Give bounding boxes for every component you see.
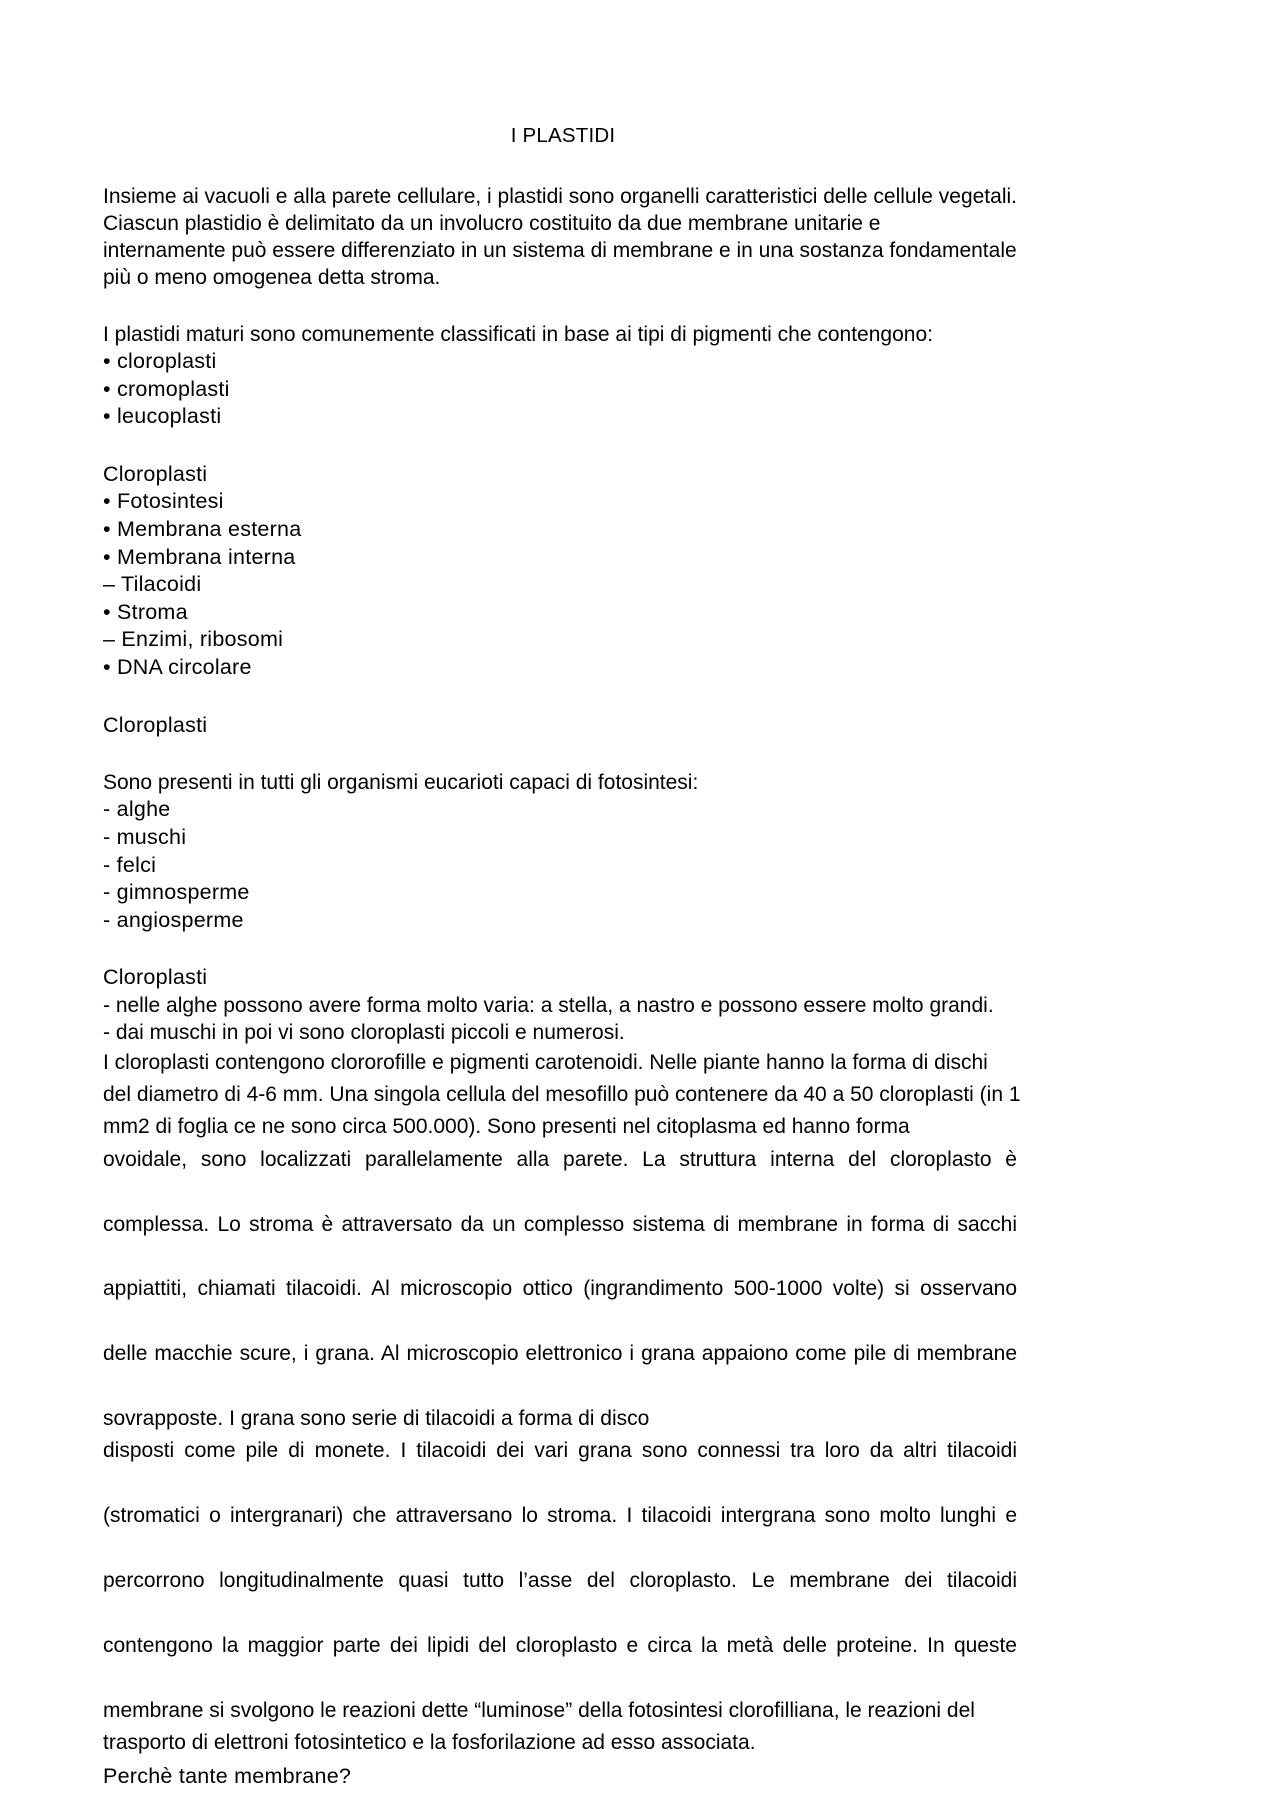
- section-cloroplasti-2: [103, 769, 1017, 934]
- list-item: – Enzimi, ribosomi: [103, 627, 284, 652]
- justified-line: percorrono longitudinalmente quasi tutto l’asse del cloroplasto. Le membrane dei tilacoidi: [103, 1569, 1017, 1593]
- closing-question: Perchè tante membrane?: [103, 1763, 352, 1788]
- section-heading: Cloroplasti: [103, 965, 208, 990]
- document-content: [103, 124, 1021, 1792]
- justified-line: (stromatici o intergranari) che attraversano lo stroma. I tilacoidi intergrana sono molto lunghi e: [103, 1504, 1017, 1528]
- justified-paragraph-2: [103, 1435, 1017, 1791]
- classification-block: [103, 321, 1017, 431]
- spacer-after-section-2-heading: [103, 739, 1017, 769]
- list-item: - muschi: [103, 825, 187, 849]
- justified-line: ovoidale, sono localizzati parallelamente alla parete. La struttura interna del cloroplasto è: [103, 1147, 1017, 1171]
- list-item: - gimnosperme: [103, 880, 250, 905]
- intro-line-1: Insieme ai vacuoli e alla parete cellulare, i plastidi sono organelli caratteristici delle cellule vegetali.: [103, 184, 1017, 208]
- body-line: mm2 di foglia ce ne sono circa 500.000). Sono presenti nel citoplasma ed hanno forma: [103, 1115, 910, 1139]
- justified-line: appiattiti, chiamati tilacoidi. Al microscopio ottico (ingrandimento 500-1000 volte) si osservano: [103, 1277, 1017, 1301]
- list-item: - nelle alghe possono avere forma molto varia: a stella, a nastro e possono essere molto grandi.: [103, 993, 994, 1017]
- section-cloroplasti-2-heading: [103, 712, 1017, 740]
- justified-line: delle macchie scure, i grana. Al microscopio elettronico i grana appaiono come pile di membrane: [103, 1342, 1017, 1366]
- list-item: • Membrana interna: [103, 544, 296, 569]
- intro-paragraph: [103, 183, 1017, 292]
- justified-paragraph-1: [103, 1144, 1017, 1436]
- list-item: • Membrana esterna: [103, 516, 302, 541]
- list-item: • cromoplasti: [103, 376, 230, 401]
- list-item: • DNA circolare: [103, 654, 252, 679]
- section-lead: Sono presenti in tutti gli organismi eucarioti capaci di fotosintesi:: [103, 771, 699, 795]
- list-item: - alghe: [103, 797, 171, 822]
- list-item: • Fotosintesi: [103, 489, 224, 514]
- list-item: – Tilacoidi: [103, 572, 202, 597]
- intro-line-4: più o meno omogenea detta stroma.: [103, 266, 441, 290]
- page-title: I PLASTIDI: [510, 124, 616, 147]
- section-heading: Cloroplasti: [103, 461, 208, 486]
- body-line: del diametro di 4-6 mm. Una singola cellula del mesofillo può contenere da 40 a 50 cloroplasti (in 1: [103, 1082, 1021, 1106]
- section-cloroplasti-1: [103, 461, 1017, 682]
- list-item: - angiosperme: [103, 907, 244, 932]
- section-heading: Cloroplasti: [103, 712, 208, 737]
- justified-line-last: sovrapposte. I grana sono serie di tilacoidi a forma di disco: [103, 1407, 650, 1431]
- justified-line: trasporto di elettroni fotosintetico e la fosforilazione ad esso associata.: [103, 1731, 756, 1755]
- spacer-after-section-1: [103, 682, 1017, 712]
- list-item: • leucoplasti: [103, 404, 222, 429]
- list-item: - dai muschi in poi vi sono cloroplasti piccoli e numerosi.: [103, 1021, 625, 1045]
- intro-line-3: internamente può essere differenziato in un sistema di membrane e in una sostanza fondamentale: [103, 239, 1017, 263]
- spacer-after-section-2: [103, 934, 1017, 964]
- justified-line: membrane si svolgono le reazioni dette “luminose” della fotosintesi clorofilliana, le reazioni del: [103, 1698, 975, 1722]
- list-item: • Stroma: [103, 599, 188, 624]
- justified-line: complessa. Lo stroma è attraversato da un complesso sistema di membrane in forma di sacchi: [103, 1212, 1017, 1236]
- body-line: I cloroplasti contengono clororofille e pigmenti carotenoidi. Nelle piante hanno la forma di dischi: [103, 1050, 988, 1074]
- justified-line: contengono la maggior parte dei lipidi del cloroplasto e circa la metà delle proteine. In queste: [103, 1633, 1017, 1657]
- justified-line: disposti come pile di monete. I tilacoidi dei vari grana sono connessi tra loro da altri tilacoidi: [103, 1439, 1017, 1463]
- list-item: - felci: [103, 852, 157, 877]
- classification-lead: I plastidi maturi sono comunemente classificati in base ai tipi di pigmenti che contengono:: [103, 322, 933, 346]
- list-item: • cloroplasti: [103, 348, 217, 373]
- spacer-after-intro: [103, 292, 1017, 321]
- intro-line-2: Ciascun plastidio è delimitato da un involucro costituito da due membrane unitarie e: [103, 211, 881, 235]
- spacer-after-classification: [103, 431, 1017, 461]
- section-cloroplasti-3: [103, 964, 1021, 1143]
